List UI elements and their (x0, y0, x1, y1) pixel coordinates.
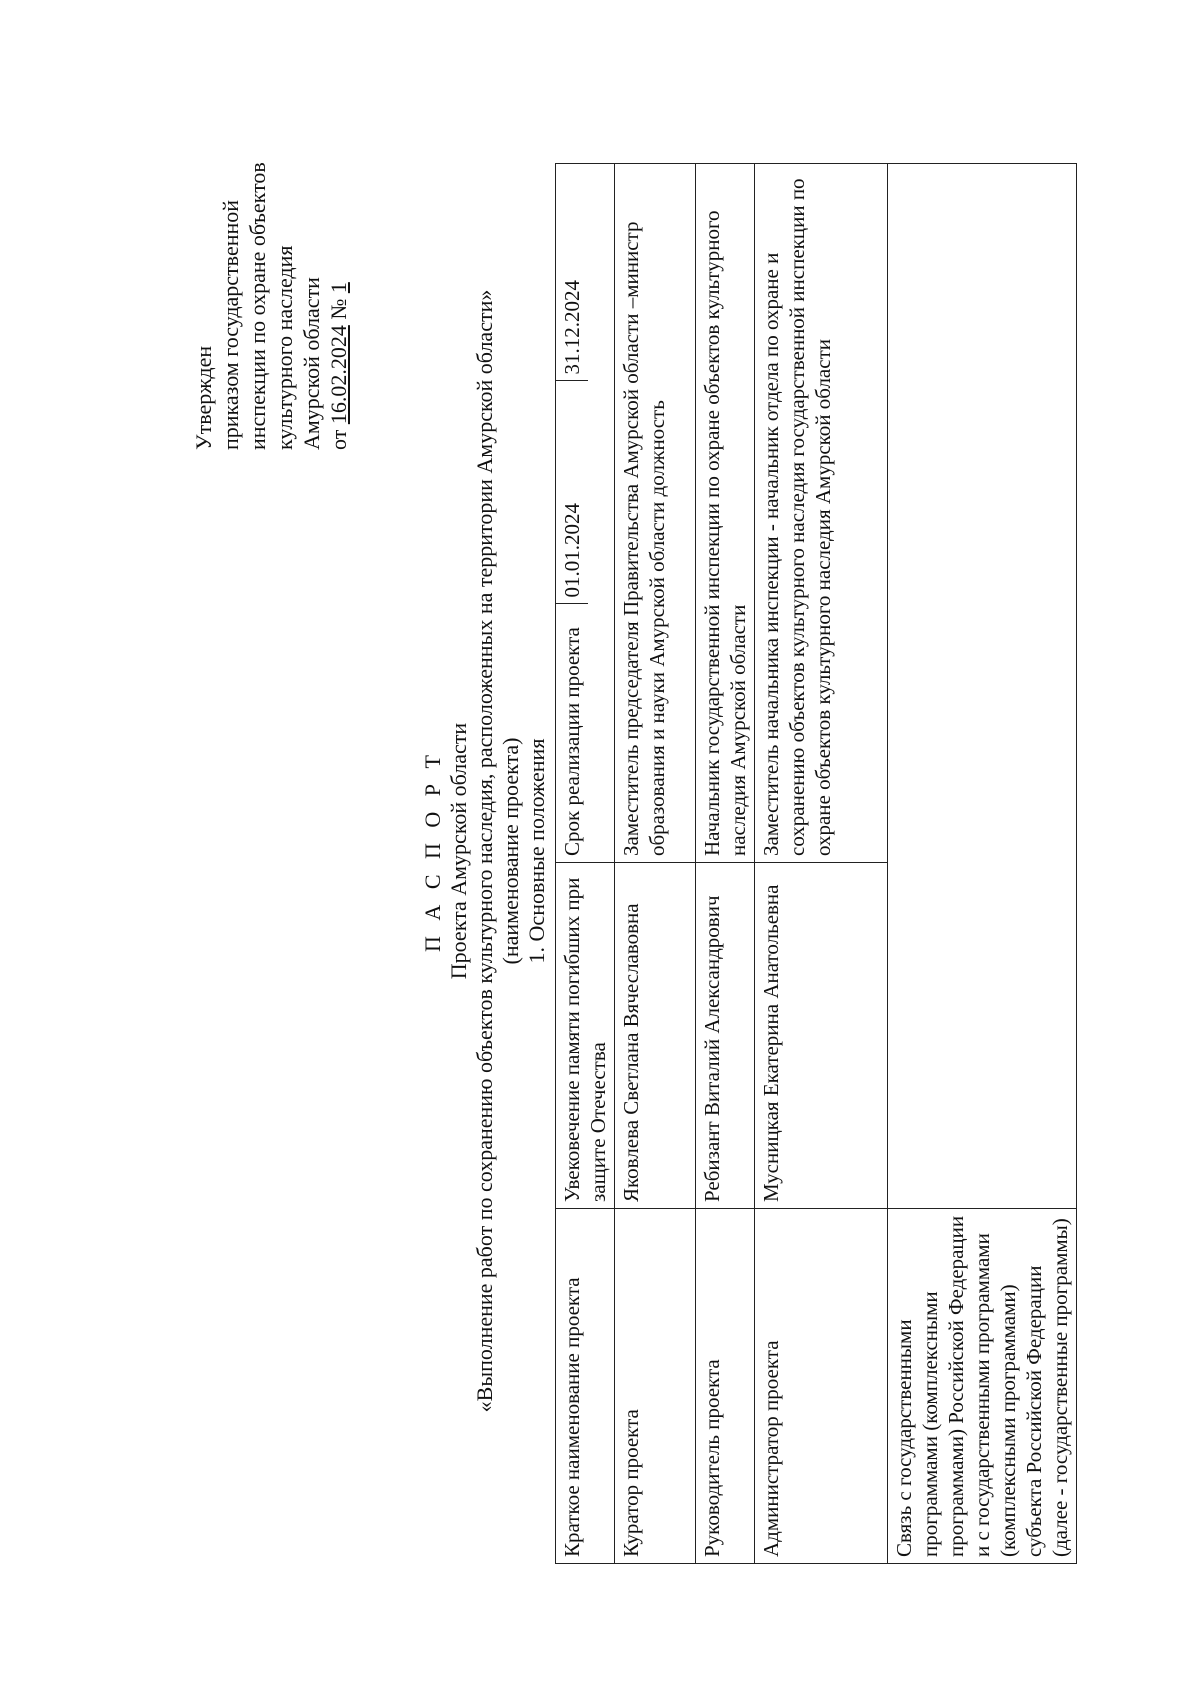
row-label: Руководитель проекта (696, 1209, 755, 1564)
row-position: Заместитель начальника инспекции - начальник отдела по охране и сохранению объектов культурного наследия государственной инспекции по охране объектов культурного наследия Амурской области (755, 164, 888, 863)
period-end: 31.12.2024 (556, 163, 588, 381)
row-value: Мусницкая Екатерина Анатольевна (755, 863, 888, 1209)
document-heading (420, 0, 550, 1702)
row-label: Куратор проекта (615, 1209, 696, 1564)
table-row (556, 164, 615, 1564)
table-row (615, 164, 696, 1564)
document-title: П А С П О Р Т (420, 750, 445, 952)
row-position: Заместитель председателя Правительства Амурской области –министр образования и науки Амурской области должность (615, 164, 696, 863)
row-label: Администратор проекта (755, 1209, 888, 1564)
row-label: Краткое наименование проекта (556, 1209, 615, 1564)
section-title: 1. Основные положения (524, 738, 549, 964)
project-name: «Выполнение работ по сохранению объектов культурного наследия, расположенных на территории Амурской области» (472, 289, 497, 1413)
row-label: Связь с государственными программами (комплексными программами) Российской Федерации и с государственными программами (комплексными программами) субъекта Российской Федерации (далее - государственные программы) (888, 1209, 1077, 1564)
row-value (888, 164, 1077, 1209)
approval-number: 1 (326, 282, 351, 294)
period-start: 01.01.2024 (556, 381, 588, 604)
row-value: Яковлева Светлана Вячеславовна (615, 863, 696, 1209)
table-row (888, 164, 1077, 1564)
approval-line: Утвержден (191, 345, 216, 450)
approval-stamp (190, 162, 352, 450)
main-provisions-table (555, 163, 1077, 1564)
approval-line: приказом государственной (218, 199, 243, 450)
period-label: Срок реализации проекта (560, 627, 584, 856)
approval-date-line (325, 162, 352, 450)
table-row (696, 164, 755, 1564)
approval-date-prefix: от (326, 429, 351, 450)
approval-number-sign: № (326, 298, 351, 320)
approval-line: культурного наследия (272, 245, 297, 450)
table-row (755, 164, 888, 1564)
period-cell (556, 164, 615, 863)
row-value: Увековечение памяти погибших при защите Отечества (556, 863, 615, 1209)
approval-line: Амурской области (299, 277, 324, 450)
row-position: Начальник государственной инспекции по охране объектов культурного наследия Амурской области (696, 164, 755, 863)
period-table (556, 163, 588, 862)
row-value: Ребизант Виталий Александрович (696, 863, 755, 1209)
project-of: Проекта Амурской области (446, 722, 471, 980)
approval-date: 16.02.2024 (326, 325, 351, 425)
approval-line: инспекции по охране объектов (245, 162, 270, 450)
project-name-caption: (наименование проекта) (498, 737, 523, 965)
